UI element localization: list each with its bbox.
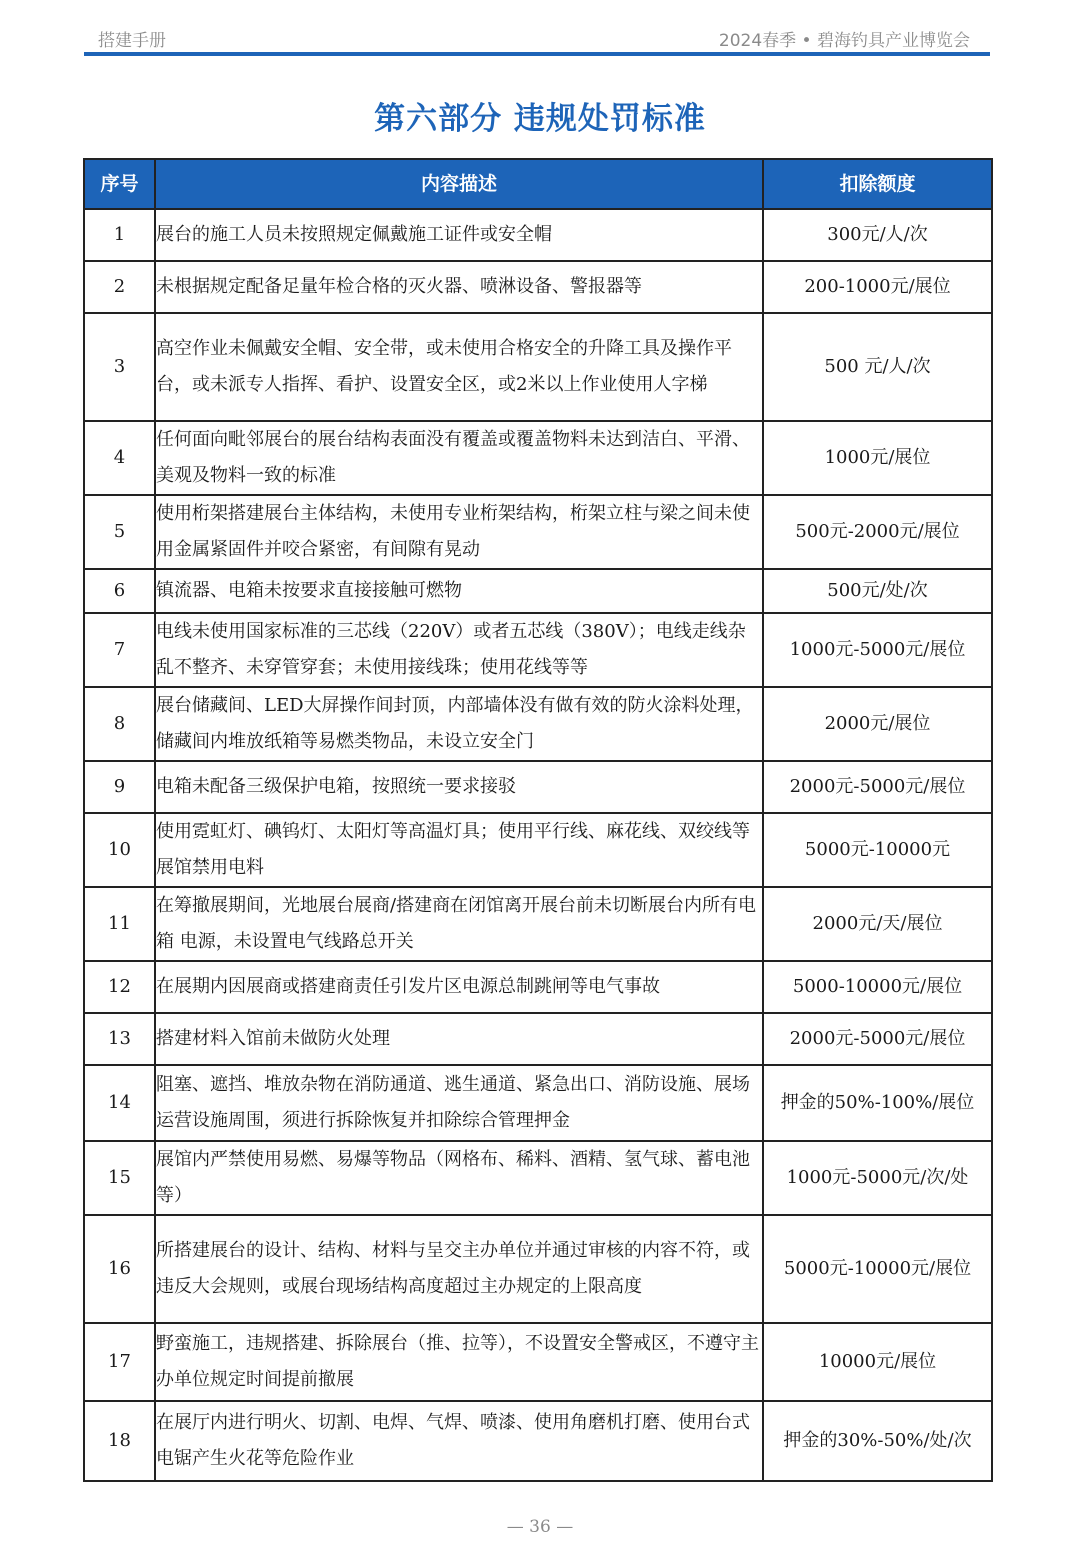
row-number: 10 [84, 813, 155, 887]
row-description: 在展期内因展商或搭建商责任引发片区电源总制跳闸等电气事故 [155, 961, 763, 1013]
table-row [84, 313, 992, 421]
row-description: 展馆内严禁使用易燃、易爆等物品（网格布、稀料、酒精、氢气球、蓄电池等） [155, 1141, 763, 1215]
row-penalty-amount: 1000元-5000元/次/处 [763, 1141, 992, 1215]
row-penalty-amount: 2000元-5000元/展位 [763, 761, 992, 813]
column-header-number: 序号 [84, 159, 155, 209]
row-penalty-amount: 200-1000元/展位 [763, 261, 992, 313]
table-row [84, 1065, 992, 1141]
table-row [84, 209, 992, 261]
row-penalty-amount: 10000元/展位 [763, 1323, 992, 1401]
table-row [84, 1013, 992, 1065]
row-number: 7 [84, 613, 155, 687]
row-penalty-amount: 押金的30%-50%/处/次 [763, 1401, 992, 1481]
penalty-table [83, 158, 993, 1482]
row-number: 18 [84, 1401, 155, 1481]
table-row [84, 761, 992, 813]
row-number: 8 [84, 687, 155, 761]
row-penalty-amount: 1000元-5000元/展位 [763, 613, 992, 687]
row-description: 电箱未配备三级保护电箱，按照统一要求接驳 [155, 761, 763, 813]
row-description: 在展厅内进行明火、切割、电焊、气焊、喷漆、使用角磨机打磨、使用台式电锯产生火花等危险作业 [155, 1401, 763, 1481]
row-description: 使用霓虹灯、碘钨灯、太阳灯等高温灯具；使用平行线、麻花线、双绞线等展馆禁用电料 [155, 813, 763, 887]
column-header-amount: 扣除额度 [763, 159, 992, 209]
page-number: — 36 — [506, 1517, 574, 1537]
header-manual-label: 搭建手册 [98, 31, 166, 51]
column-header-description: 内容描述 [155, 159, 763, 209]
row-description: 展台的施工人员未按照规定佩戴施工证件或安全帽 [155, 209, 763, 261]
row-penalty-amount: 500元/处/次 [763, 569, 992, 613]
row-description: 镇流器、电箱未按要求直接接触可燃物 [155, 569, 763, 613]
row-penalty-amount: 押金的50%-100%/展位 [763, 1065, 992, 1141]
row-number: 4 [84, 421, 155, 495]
table-row [84, 1401, 992, 1481]
page-header [84, 22, 990, 52]
row-description: 野蛮施工，违规搭建、拆除展台（推、拉等），不设置安全警戒区，不遵守主办单位规定时间提前撤展 [155, 1323, 763, 1401]
row-number: 2 [84, 261, 155, 313]
row-number: 15 [84, 1141, 155, 1215]
row-penalty-amount: 500元-2000元/展位 [763, 495, 992, 569]
row-number: 9 [84, 761, 155, 813]
table-row [84, 687, 992, 761]
row-number: 3 [84, 313, 155, 421]
row-number: 14 [84, 1065, 155, 1141]
table-row [84, 1215, 992, 1323]
row-penalty-amount: 2000元/展位 [763, 687, 992, 761]
table-row [84, 813, 992, 887]
table-header-row [84, 159, 992, 209]
row-description: 未根据规定配备足量年检合格的灭火器、喷淋设备、警报器等 [155, 261, 763, 313]
table-row [84, 1141, 992, 1215]
row-penalty-amount: 5000-10000元/展位 [763, 961, 992, 1013]
row-number: 16 [84, 1215, 155, 1323]
table-row [84, 613, 992, 687]
table-row [84, 569, 992, 613]
table-row [84, 887, 992, 961]
row-description: 使用桁架搭建展台主体结构，未使用专业桁架结构，桁架立柱与梁之间未使用金属紧固件并咬合紧密，有间隙有晃动 [155, 495, 763, 569]
row-description: 任何面向毗邻展台的展台结构表面没有覆盖或覆盖物料未达到洁白、平滑、美观及物料一致的标准 [155, 421, 763, 495]
header-divider [84, 52, 990, 56]
table-row [84, 421, 992, 495]
table-row [84, 961, 992, 1013]
table-row [84, 261, 992, 313]
row-penalty-amount: 5000元-10000元/展位 [763, 1215, 992, 1323]
row-penalty-amount: 2000元/天/展位 [763, 887, 992, 961]
page-title: 第六部分 违规处罚标准 [374, 101, 706, 137]
row-description: 所搭建展台的设计、结构、材料与呈交主办单位并通过审核的内容不符，或违反大会规则，或展台现场结构高度超过主办规定的上限高度 [155, 1215, 763, 1323]
row-number: 1 [84, 209, 155, 261]
row-description: 在筹撤展期间，光地展台展商/搭建商在闭馆离开展台前未切断展台内所有电箱 电源，未设置电气线路总开关 [155, 887, 763, 961]
row-number: 12 [84, 961, 155, 1013]
row-description: 阻塞、遮挡、堆放杂物在消防通道、逃生通道、紧急出口、消防设施、展场运营设施周围，须进行拆除恢复并扣除综合管理押金 [155, 1065, 763, 1141]
row-penalty-amount: 300元/人/次 [763, 209, 992, 261]
row-description: 展台储藏间、LED大屏操作间封顶，内部墙体没有做有效的防火涂料处理，储藏间内堆放纸箱等易燃类物品，未设立安全门 [155, 687, 763, 761]
row-number: 6 [84, 569, 155, 613]
row-number: 5 [84, 495, 155, 569]
row-penalty-amount: 500 元/人/次 [763, 313, 992, 421]
row-number: 11 [84, 887, 155, 961]
row-description: 高空作业未佩戴安全帽、安全带，或未使用合格安全的升降工具及操作平台，或未派专人指挥、看护、设置安全区，或2米以上作业使用人字梯 [155, 313, 763, 421]
table-row [84, 1323, 992, 1401]
row-description: 搭建材料入馆前未做防火处理 [155, 1013, 763, 1065]
row-penalty-amount: 5000元-10000元 [763, 813, 992, 887]
row-number: 13 [84, 1013, 155, 1065]
row-number: 17 [84, 1323, 155, 1401]
header-event-label: 2024春季 • 碧海钓具产业博览会 [718, 31, 970, 51]
table-row [84, 495, 992, 569]
row-description: 电线未使用国家标准的三芯线（220V）或者五芯线（380V）；电线走线杂乱不整齐、未穿管穿套；未使用接线珠；使用花线等等 [155, 613, 763, 687]
row-penalty-amount: 2000元-5000元/展位 [763, 1013, 992, 1065]
row-penalty-amount: 1000元/展位 [763, 421, 992, 495]
